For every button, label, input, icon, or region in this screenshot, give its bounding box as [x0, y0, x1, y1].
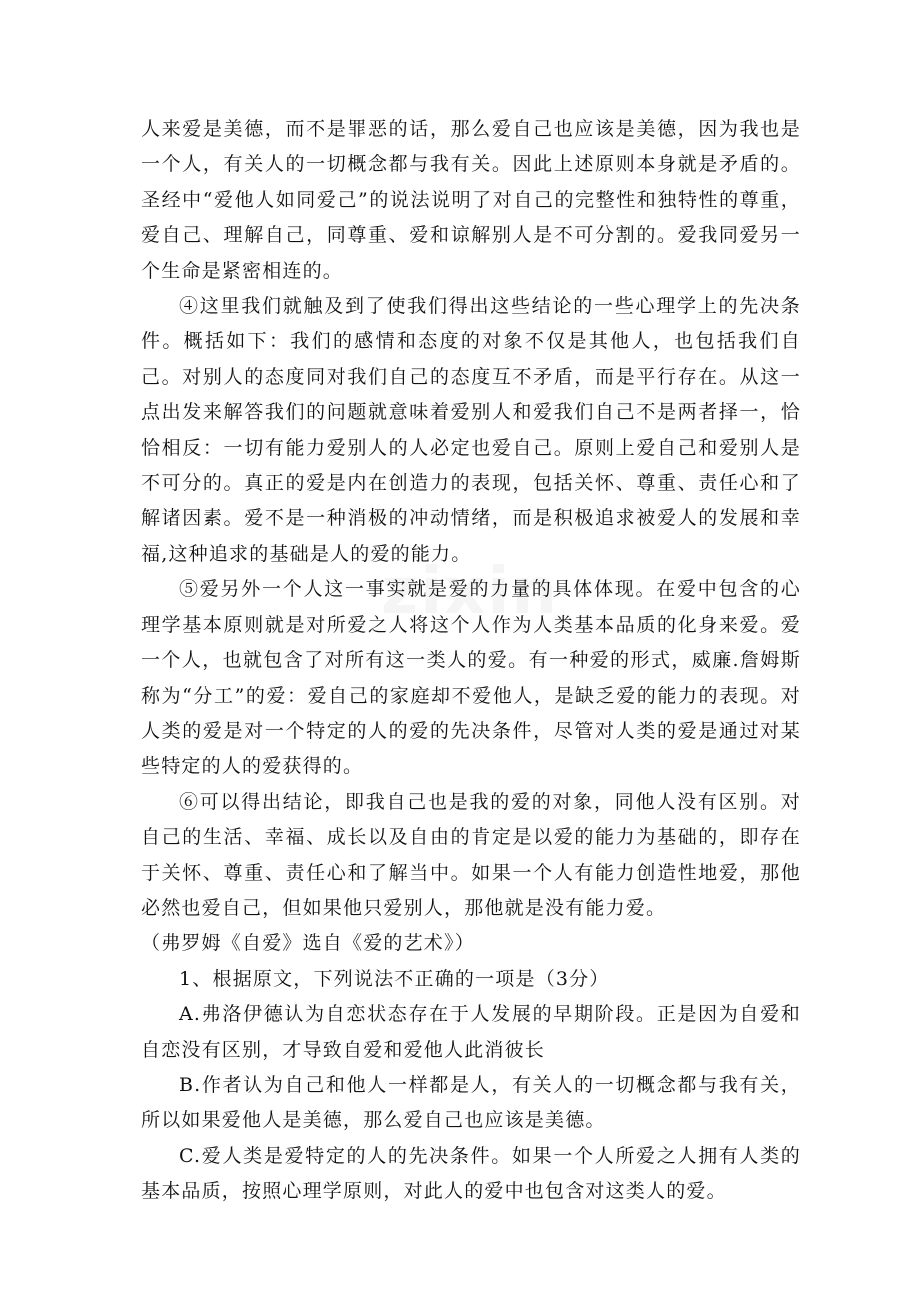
option-b: B.作者认为自己和他人一样都是人，有关人的一切概念都与我有关，所以如果爱他人是美德，那么爱自己也应该是美德。	[141, 1073, 801, 1132]
paragraph-continuation: 人来爱是美德，而不是罪恶的话，那么爱自己也应该是美德，因为我也是一个人，有关人的一切概念都与我有关。因此上述原则本身就是矛盾的。圣经中“爱他人如同爱己”的说法说明了对自己的完整性和独特性的尊重，爱自己、理解自己，同尊重、爱和谅解别人是不可分割的。爱我同爱另一个生命是紧密相连的。	[141, 118, 801, 282]
watermark-text: zixin	[381, 555, 559, 629]
question-stem: 1、根据原文，下列说法不正确的一项是（3分）	[179, 967, 610, 990]
paragraph-5: ⑤爱另外一个人这一事实就是爱的力量的具体体现。在爱中包含的心理学基本原则就是对所爱之人将这个人作为人类基本品质的化身来爱。爱一个人，也就包含了对所有这一类人的爱。有一种爱的形式，威廉.詹姆斯称为“分工”的爱：爱自己的家庭却不爱他人，是缺乏爱的能力的表现。对人类的爱是对一个特定的人的爱的先决条件，尽管对人类的爱是通过对某些特定的人的爱获得的。	[141, 578, 801, 778]
paragraph-6: ⑥可以得出结论，即我自己也是我的爱的对象，同他人没有区别。对自己的生活、幸福、成长以及自由的肯定是以爱的能力为基础的，即存在于关怀、尊重、责任心和了解当中。如果一个人有能力创造性地爱，那他必然也爱自己，但如果他只爱别人，那他就是没有能力爱。	[141, 790, 801, 919]
document-body	[141, 112, 801, 1210]
option-c: C.爱人类是爱特定的人的先决条件。如果一个人所爱之人拥有人类的基本品质，按照心理学原则，对此人的爱中也包含对这类人的爱。	[141, 1144, 801, 1203]
paragraph-4: ④这里我们就触及到了使我们得出这些结论的一些心理学上的先决条件。概括如下：我们的感情和态度的对象不仅是其他人，也包括我们自己。对别人的态度同对我们自己的态度互不矛盾，而是平行存在。从这一点出发来解答我们的问题就意味着爱别人和爱我们自己不是两者择一，恰恰相反：一切有能力爱别人的人必定也爱自己。原则上爱自己和爱别人是不可分的。真正的爱是内在创造力的表现，包括关怀、尊重、责任心和了解诸因素。爱不是一种消极的冲动情绪，而是积极追求被爱人的发展和幸福,这种追求的基础是人的爱的能力。	[141, 295, 801, 565]
source-citation: （弗罗姆《自爱》选自《爱的艺术》）	[141, 932, 475, 955]
option-a: A.弗洛伊德认为自恋状态存在于人发展的早期阶段。正是因为自爱和自恋没有区别，才导致自爱和爱他人此消彼长	[141, 1003, 801, 1061]
